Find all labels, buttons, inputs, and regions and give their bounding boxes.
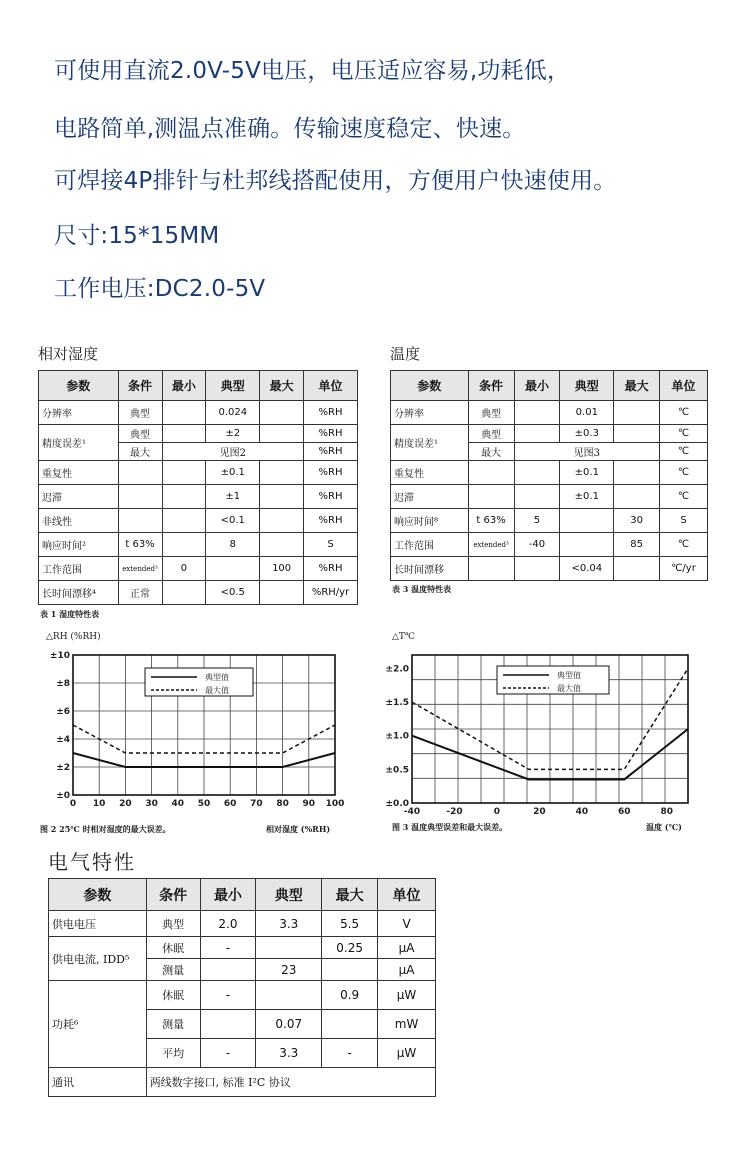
y-tick-label: ±4: [56, 735, 70, 745]
cell-unit: ℃: [660, 485, 708, 509]
header-cond: 条件: [118, 371, 162, 401]
table-row: [391, 509, 708, 533]
cell-max: 5.5: [322, 911, 378, 937]
cell-param: 分辨率: [39, 401, 119, 425]
electrical-title: 电气特性: [48, 850, 136, 874]
intro-line-5: 工作电压:DC2.0-5V: [54, 276, 266, 302]
cell-typ: ±0.1: [560, 461, 614, 485]
cell-comm-value: 两线数字接口, 标准 I²C 协议: [146, 1068, 435, 1097]
table-row: [39, 533, 358, 557]
cell-param: 工作范围: [39, 557, 119, 581]
cell-cond: [468, 557, 514, 581]
cell-min: -: [200, 981, 256, 1010]
cell-unit: ℃: [660, 425, 708, 443]
cell-max: [260, 485, 304, 509]
cell-param: 分辨率: [391, 401, 469, 425]
legend-label: 典型值: [205, 673, 229, 682]
legend-label: 典型值: [557, 671, 581, 680]
cell-merged: 见图3: [514, 443, 660, 461]
cell-unit: V: [378, 911, 436, 937]
cell-min: 0: [162, 557, 206, 581]
cell-min: 5: [514, 509, 560, 533]
intro-line-1: 可使用直流2.0V-5V电压，电压适应容易,功耗低，: [54, 58, 571, 84]
header-max: 最大: [260, 371, 304, 401]
table-row: [391, 401, 708, 425]
cell-min: [514, 557, 560, 581]
cell-param: 非线性: [39, 509, 119, 533]
cell-unit: %RH: [304, 401, 358, 425]
cell-max: [260, 461, 304, 485]
x-tick-label: 30: [145, 799, 158, 809]
temperature-title: 温度: [390, 345, 421, 363]
chart2-xlabel: 温度 (℃): [646, 822, 682, 832]
header-cond: 条件: [468, 371, 514, 401]
cell-typ: 8: [206, 533, 260, 557]
cell-cond: [468, 461, 514, 485]
cell-cond: t 63%: [468, 509, 514, 533]
cell-cond: [118, 485, 162, 509]
table-row: [49, 981, 436, 1010]
cell-cond: 休眠: [146, 981, 200, 1010]
table-row: [39, 485, 358, 509]
header-typ: 典型: [256, 879, 322, 911]
cell-cond: 测量: [146, 959, 200, 981]
cell-unit: S: [304, 533, 358, 557]
cell-min: [200, 1010, 256, 1039]
cell-cond: 最大: [468, 443, 514, 461]
cell-max: 100: [260, 557, 304, 581]
cell-cond: [468, 485, 514, 509]
y-tick-label: ±0.5: [385, 765, 409, 776]
header-min: 最小: [514, 371, 560, 401]
cell-typ: [256, 981, 322, 1010]
cell-unit: ℃: [660, 461, 708, 485]
x-tick-label: 90: [302, 799, 316, 809]
cell-typ: <0.04: [560, 557, 614, 581]
cell-typ: ±0.1: [560, 485, 614, 509]
intro-line-4: 尺寸:15*15MM: [54, 223, 220, 249]
humidity-caption: 表 1 湿度特性表: [40, 609, 100, 619]
electrical-table: [48, 878, 436, 1097]
cell-min: [514, 461, 560, 485]
x-tick-label: 70: [250, 799, 263, 809]
cell-typ: ±0.3: [560, 425, 614, 443]
cell-cond: 典型: [118, 401, 162, 425]
x-tick-label: 60: [618, 807, 631, 817]
cell-typ: 0.07: [256, 1010, 322, 1039]
cell-max: [260, 401, 304, 425]
cell-unit: μW: [378, 981, 436, 1010]
table-row: [39, 425, 358, 443]
cell-cond: 典型: [118, 425, 162, 443]
x-tick-label: 80: [276, 799, 289, 809]
cell-unit: %RH/yr: [304, 581, 358, 605]
cell-merged: 见图2: [162, 443, 304, 461]
cell-max: 0.25: [322, 937, 378, 959]
header-param: 参数: [39, 371, 119, 401]
cell-max: [260, 581, 304, 605]
cell-unit: %RH: [304, 509, 358, 533]
cell-min: [162, 581, 206, 605]
cell-cond: [118, 461, 162, 485]
cell-param: 精度误差¹: [391, 425, 469, 461]
y-tick-label: ±6: [56, 707, 70, 717]
table-row: [391, 533, 708, 557]
cell-unit: %RH: [304, 557, 358, 581]
chart2-ylabel: △T℃: [392, 632, 415, 642]
cell-min: [162, 461, 206, 485]
cell-max: [614, 425, 660, 443]
x-tick-label: 20: [119, 799, 132, 809]
cell-cond: extended³: [118, 557, 162, 581]
cell-min: -: [200, 937, 256, 959]
header-max: 最大: [322, 879, 378, 911]
cell-min: -: [200, 1039, 256, 1068]
y-tick-label: ±10: [49, 651, 70, 661]
header-unit: 单位: [378, 879, 436, 911]
legend-box: [145, 668, 253, 696]
x-tick-label: 0: [69, 799, 77, 809]
cell-min: [162, 533, 206, 557]
table-row: [39, 401, 358, 425]
cell-max: -: [322, 1039, 378, 1068]
header-typ: 典型: [206, 371, 260, 401]
cell-cond: 最大: [118, 443, 162, 461]
cell-unit: mW: [378, 1010, 436, 1039]
x-tick-label: 100: [325, 799, 345, 809]
cell-unit: ℃/yr: [660, 557, 708, 581]
cell-typ: <0.5: [206, 581, 260, 605]
cell-max: [260, 533, 304, 557]
cell-cond: [118, 509, 162, 533]
cell-typ: ±1: [206, 485, 260, 509]
cell-typ: [560, 533, 614, 557]
cell-unit: ℃: [660, 533, 708, 557]
cell-typ: ±2: [206, 425, 260, 443]
cell-cond: t 63%: [118, 533, 162, 557]
table-header-row: [39, 371, 358, 401]
legend-label: 最大值: [557, 684, 581, 693]
x-tick-label: 40: [575, 807, 589, 817]
cell-cond: 典型: [468, 401, 514, 425]
x-tick-label: -20: [446, 807, 463, 817]
cell-max: 85: [614, 533, 660, 557]
cell-param: 供电电流, IDD⁵: [49, 937, 147, 981]
table-header-row: [391, 371, 708, 401]
cell-max: [614, 401, 660, 425]
cell-max: [614, 461, 660, 485]
cell-typ: [560, 509, 614, 533]
table-row: [391, 485, 708, 509]
cell-typ: 23: [256, 959, 322, 981]
cell-min: [162, 509, 206, 533]
cell-param: 长时间漂移: [391, 557, 469, 581]
cell-min: -40: [514, 533, 560, 557]
temperature-table: [390, 370, 708, 581]
humidity-title: 相对湿度: [38, 345, 99, 363]
table-row: [39, 461, 358, 485]
cell-unit: μA: [378, 937, 436, 959]
cell-typ: [206, 557, 260, 581]
temperature-caption: 表 3 温度特性表: [392, 584, 452, 594]
cell-param: 功耗⁶: [49, 981, 147, 1068]
cell-cond: 测量: [146, 1010, 200, 1039]
chart1-xlabel: 相对湿度 (%RH): [266, 824, 331, 834]
cell-min: [514, 485, 560, 509]
table-row: [49, 911, 436, 937]
legend-label: 最大值: [205, 686, 229, 695]
cell-max: [322, 959, 378, 981]
cell-cond: 正常: [118, 581, 162, 605]
table-row: [391, 425, 708, 443]
chart2-caption: 图 3 温度典型误差和最大误差。: [392, 822, 508, 832]
table-row: [49, 937, 436, 959]
cell-cond: 平均: [146, 1039, 200, 1068]
table-header-row: [49, 879, 436, 911]
x-tick-label: 80: [660, 807, 674, 817]
cell-min: [514, 401, 560, 425]
x-tick-label: -40: [403, 807, 421, 817]
cell-unit: %RH: [304, 461, 358, 485]
cell-param: 迟滞: [39, 485, 119, 509]
cell-unit: %RH: [304, 485, 358, 509]
header-unit: 单位: [660, 371, 708, 401]
cell-min: 2.0: [200, 911, 256, 937]
intro-line-2: 电路简单,测温点准确。传输速度稳定、快速。: [54, 116, 526, 142]
cell-min: [514, 425, 560, 443]
cell-cond: 典型: [468, 425, 514, 443]
temperature-error-chart: [370, 640, 750, 840]
intro-line-3: 可焊接4P排针与杜邦线搭配使用，方便用户快速使用。: [54, 168, 617, 194]
y-tick-label: ±0.0: [385, 799, 409, 809]
cell-typ: 3.3: [256, 1039, 322, 1068]
header-min: 最小: [200, 879, 256, 911]
legend-box: [497, 666, 609, 694]
x-tick-label: 50: [197, 799, 211, 809]
cell-max: [260, 425, 304, 443]
cell-param: 响应时间⁸: [391, 509, 469, 533]
y-tick-label: ±1.5: [385, 698, 409, 709]
y-tick-label: ±2: [56, 763, 70, 773]
cell-param: 供电电压: [49, 911, 147, 937]
cell-param: 通讯: [49, 1068, 147, 1097]
cell-unit: ℃: [660, 443, 708, 461]
cell-typ: 3.3: [256, 911, 322, 937]
humidity-table: [38, 370, 358, 605]
cell-param: 重复性: [39, 461, 119, 485]
cell-param: 精度误差¹: [39, 425, 119, 461]
x-tick-label: 0: [493, 807, 501, 817]
chart1-ylabel: △RH (%RH): [46, 632, 101, 642]
x-tick-label: 20: [533, 807, 546, 817]
cell-param: 迟滞: [391, 485, 469, 509]
cell-typ: 0.01: [560, 401, 614, 425]
cell-typ: 0.024: [206, 401, 260, 425]
header-max: 最大: [614, 371, 660, 401]
cell-unit: S: [660, 509, 708, 533]
header-typ: 典型: [560, 371, 614, 401]
humidity-error-chart: [0, 640, 370, 840]
cell-min: [162, 425, 206, 443]
cell-unit: %RH: [304, 425, 358, 443]
cell-typ: ±0.1: [206, 461, 260, 485]
cell-param: 响应时间²: [39, 533, 119, 557]
table-row: [39, 581, 358, 605]
cell-unit: μW: [378, 1039, 436, 1068]
cell-max: [322, 1010, 378, 1039]
cell-max: [614, 557, 660, 581]
y-tick-label: ±8: [56, 679, 70, 689]
cell-unit: μA: [378, 959, 436, 981]
y-tick-label: ±1.0: [385, 731, 409, 742]
header-min: 最小: [162, 371, 206, 401]
y-tick-label: ±0: [56, 791, 70, 801]
table-row: [39, 557, 358, 581]
table-row: [391, 557, 708, 581]
cell-max: 0.9: [322, 981, 378, 1010]
cell-unit: %RH: [304, 443, 358, 461]
cell-cond: 典型: [146, 911, 200, 937]
cell-max: [260, 509, 304, 533]
cell-cond: extended³: [468, 533, 514, 557]
cell-cond: 休眠: [146, 937, 200, 959]
x-tick-label: 40: [171, 799, 185, 809]
cell-param: 工作范围: [391, 533, 469, 557]
table-row: [49, 1068, 436, 1097]
cell-min: [162, 401, 206, 425]
header-param: 参数: [391, 371, 469, 401]
x-tick-label: 10: [92, 799, 106, 809]
y-tick-label: ±2.0: [385, 664, 409, 675]
table-row: [39, 509, 358, 533]
x-tick-label: 60: [223, 799, 237, 809]
header-unit: 单位: [304, 371, 358, 401]
table-row: [391, 461, 708, 485]
cell-typ: <0.1: [206, 509, 260, 533]
cell-min: [200, 959, 256, 981]
chart1-caption: 图 2 25℃ 时相对湿度的最大误差。: [40, 824, 171, 834]
header-param: 参数: [49, 879, 147, 911]
cell-param: 重复性: [391, 461, 469, 485]
cell-param: 长时间漂移⁴: [39, 581, 119, 605]
header-cond: 条件: [146, 879, 200, 911]
cell-max: [614, 485, 660, 509]
cell-unit: ℃: [660, 401, 708, 425]
cell-typ: [256, 937, 322, 959]
cell-max: 30: [614, 509, 660, 533]
cell-min: [162, 485, 206, 509]
